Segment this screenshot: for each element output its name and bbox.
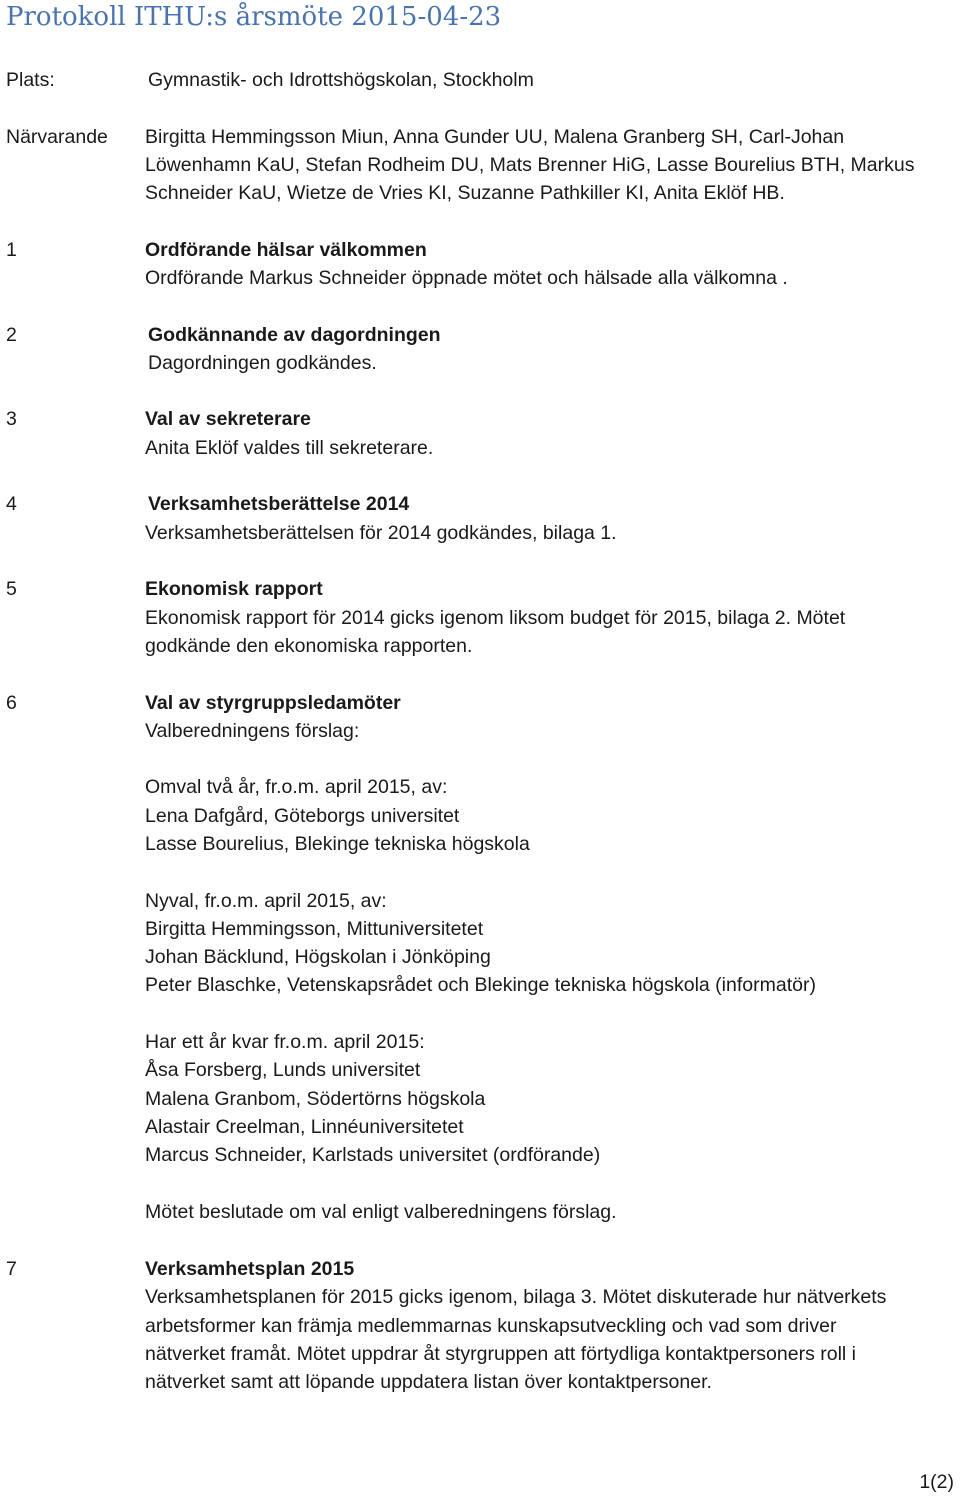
- new-election-heading: Nyval, fr.o.m. april 2015, av:: [145, 890, 387, 912]
- attendees-line: Schneider KaU, Wietze de Vries KI, Suzanne Pathkiller KI, Anita Eklöf HB.: [145, 182, 785, 204]
- reelection-heading: Omval två år, fr.o.m. april 2015, av:: [145, 776, 448, 798]
- item-heading: Ordförande hälsar välkommen: [145, 239, 427, 261]
- item-heading: Ekonomisk rapport: [145, 578, 323, 600]
- new-election-name: Birgitta Hemmingsson, Mittuniversitetet: [145, 918, 484, 940]
- item-number: 5: [6, 578, 17, 600]
- item-text: Ordförande Markus Schneider öppnade mötet och hälsade alla välkomna .: [145, 267, 788, 289]
- item-heading: Godkännande av dagordningen: [148, 324, 441, 346]
- item-heading: Val av styrgruppsledamöter: [145, 692, 401, 714]
- item-number: 4: [6, 493, 17, 515]
- remaining-name: Malena Granbom, Södertörns högskola: [145, 1088, 486, 1110]
- item-text: godkände den ekonomiska rapporten.: [145, 635, 473, 657]
- remaining-name: Åsa Forsberg, Lunds universitet: [145, 1059, 421, 1081]
- item-number: 6: [6, 692, 17, 714]
- reelection-name: Lasse Bourelius, Blekinge tekniska högskola: [145, 833, 530, 855]
- remaining-name: Marcus Schneider, Karlstads universitet (ordförande): [145, 1144, 601, 1166]
- attendees-label: Närvarande: [6, 126, 108, 148]
- item-number: 3: [6, 408, 17, 430]
- item-heading: Verksamhetsberättelse 2014: [148, 493, 410, 515]
- remaining-heading: Har ett år kvar fr.o.m. april 2015:: [145, 1031, 425, 1053]
- item-text: nätverket samt att löpande uppdatera listan över kontaktpersoner.: [145, 1371, 712, 1393]
- page-number: 1(2): [919, 1471, 954, 1493]
- item-text: Dagordningen godkändes.: [148, 352, 377, 374]
- place-value: Gymnastik- och Idrottshögskolan, Stockholm: [148, 69, 534, 91]
- item-text: Valberedningens förslag:: [145, 720, 360, 742]
- new-election-name: Peter Blaschke, Vetenskapsrådet och Blekinge tekniska högskola (informatör): [145, 974, 816, 996]
- item-number: 7: [6, 1258, 17, 1280]
- attendees-line: Birgitta Hemmingsson Miun, Anna Gunder UU, Malena Granberg SH, Carl-Johan: [145, 126, 845, 148]
- new-election-name: Johan Bäcklund, Högskolan i Jönköping: [145, 946, 491, 968]
- item-heading: Val av sekreterare: [145, 408, 311, 430]
- item-text: Verksamhetsberättelsen för 2014 godkändes, bilaga 1.: [145, 522, 617, 544]
- item-text: nätverket framåt. Mötet uppdrar åt styrgruppen att förtydliga kontaktpersoners roll i: [145, 1343, 857, 1365]
- decision-text: Mötet beslutade om val enligt valberedningens förslag.: [145, 1201, 617, 1223]
- attendees-line: Löwenhamn KaU, Stefan Rodheim DU, Mats Brenner HiG, Lasse Bourelius BTH, Markus: [145, 154, 915, 176]
- place-label: Plats:: [6, 69, 55, 91]
- item-text: Verksamhetsplanen för 2015 gicks igenom, bilaga 3. Mötet diskuterade hur nätverkets: [145, 1286, 887, 1308]
- reelection-name: Lena Dafgård, Göteborgs universitet: [145, 805, 460, 827]
- item-text: arbetsformer kan främja medlemmarnas kunskapsutveckling och vad som driver: [145, 1315, 837, 1337]
- document-title: Protokoll ITHU:s årsmöte 2015-04-23: [6, 2, 502, 32]
- item-text: Anita Eklöf valdes till sekreterare.: [145, 437, 434, 459]
- item-text: Ekonomisk rapport för 2014 gicks igenom liksom budget för 2015, bilaga 2. Mötet: [145, 607, 846, 629]
- item-number: 1: [6, 239, 17, 261]
- item-heading: Verksamhetsplan 2015: [145, 1258, 355, 1280]
- item-number: 2: [6, 324, 17, 346]
- remaining-name: Alastair Creelman, Linnéuniversitetet: [145, 1116, 464, 1138]
